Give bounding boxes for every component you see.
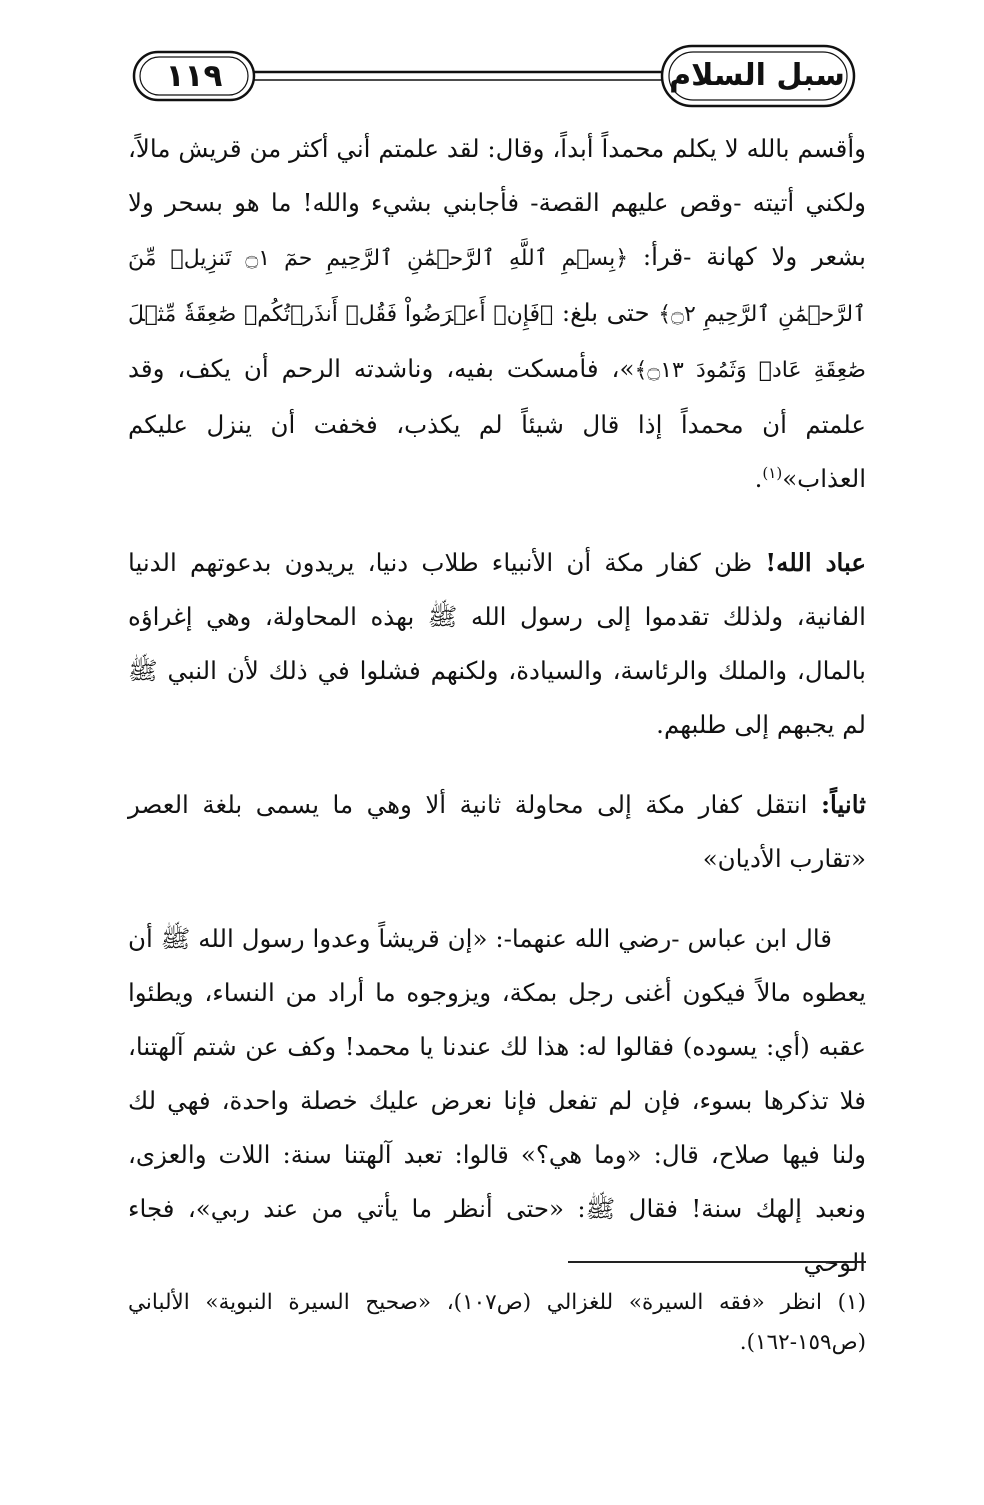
footnote-section bbox=[128, 1283, 866, 1363]
running-title: سبل السلام bbox=[669, 58, 845, 93]
paragraph-2-lead: عباد الله! bbox=[765, 548, 866, 577]
connector-text: حتى بلغ: bbox=[553, 298, 659, 327]
paragraph-4-text: قال ابن عباس -رضي الله عنهما-: «إن قريشاً وعدوا رسول الله ﷺ أن يعطوه مالاً فيكون أغنى رجل بمكة، ويزوجوه ما أراد من النساء، ويطئوا عقبه (أي: يسوده) فقالوا له: هذا لك عندنا يا محمد! وكف عن شتم آلهتنا، فلا تذكرها بسوء، فإن لم تفعل فإنا نعرض عليك خصلة واحدة، فهي لك ولنا فيها صلاح، قال: «وما هي؟» قالوا: تعبد آلهتنا سنة: اللات والعزى، ونعبد إلهك سنة! فقال ﷺ: «حتى أنظر ما يأتي من عند ربي»، فجاء الوحي bbox=[128, 924, 866, 1277]
paragraph-3 bbox=[128, 778, 866, 886]
main-text bbox=[128, 122, 866, 1290]
page-header bbox=[126, 38, 864, 116]
opening-text: وأقسم بالله لا يكلم محمداً أبداً، وقال: لقد علمتم أني أكثر من قريش مالاً، ولكني أتيته -وقص عليهم القصة- فأجابني بشيء والله! ما هو بسحر ولا بشعر ولا كهانة -قرأ: bbox=[128, 134, 866, 271]
quran-verse-1: ﴿بِسۡمِ ٱللَّهِ ٱلرَّحۡمَٰنِ ٱلرَّحِيمِ حمٓ ۝١ تَنزِيلٞ مِّنَ ٱلرَّحۡمَٰنِ ٱلرَّحِيمِ ۝٢﴾ bbox=[128, 246, 866, 327]
footnote-separator bbox=[568, 1261, 866, 1263]
page-number: ١١٩ bbox=[165, 58, 223, 94]
footnote-reference: (١) bbox=[762, 463, 783, 482]
paragraph-opening bbox=[128, 122, 866, 506]
closing-text: »، فأمسكت بفيه، وناشدته الرحم أن يكف، وقد علمتم أن محمداً إذا قال شيئاً لم يكذب، فخفت أن ينزل عليكم العذاب» bbox=[128, 354, 866, 493]
quran-verse-2: ﴿فَإِنۡ أَعۡرَضُواْ فَقُلۡ أَنذَرۡتُكُمۡ صَٰعِقَةٗ مِّثۡلَ صَٰعِقَةِ عَادٖ وَثَمُودَ ۝١٣﴾ bbox=[128, 302, 866, 383]
closing-period: . bbox=[754, 464, 763, 493]
paragraph-2-text: ظن كفار مكة أن الأنبياء طلاب دنيا، يريدون بدعوتهم الدنيا الفانية، ولذلك تقدموا إلى رسول الله ﷺ بهذه المحاولة، وهي إغراؤه بالمال، والملك والرئاسة، والسيادة، ولكنهم فشلوا في ذلك لأن النبي ﷺ لم يجبهم إلى طلبهم. bbox=[128, 548, 866, 739]
paragraph-3-lead: ثانياً: bbox=[820, 790, 866, 819]
paragraph-2 bbox=[128, 536, 866, 752]
paragraph-3-text: انتقل كفار مكة إلى محاولة ثانية ألا وهي ما يسمى بلغة العصر «تقارب الأديان» bbox=[128, 790, 866, 873]
paragraph-4 bbox=[128, 912, 866, 1290]
footnote-1: (١) انظر «فقه السيرة» للغزالي (ص١٠٧)، «صحيح السيرة النبوية» الألباني (ص١٥٩-١٦٢). bbox=[128, 1290, 866, 1355]
